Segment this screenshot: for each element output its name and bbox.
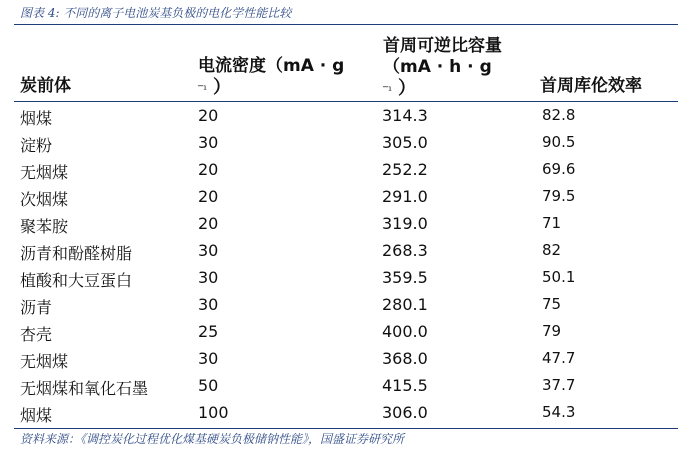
table-row: [0, 318, 693, 345]
cell-current-density: 20: [198, 187, 219, 206]
cell-precursor: 次烟煤: [20, 190, 69, 209]
cell-current-density: 30: [198, 268, 219, 287]
header-current-density-close: ）: [212, 77, 231, 98]
header-current-density-sup: ‾¹: [198, 85, 208, 96]
cell-current-density: 30: [198, 133, 219, 152]
cell-current-density: 50: [198, 376, 219, 395]
cell-efficiency: 79.5: [542, 187, 576, 205]
cell-capacity: 400.0: [382, 322, 428, 341]
cell-efficiency: 37.7: [542, 376, 576, 394]
figure-caption: 图表 4: 不同的离子电池炭基负极的电化学性能比较: [20, 6, 292, 20]
table-row: [0, 156, 693, 183]
cell-precursor: 聚苯胺: [20, 217, 69, 236]
cell-precursor: 淀粉: [20, 136, 53, 155]
table-row: [0, 210, 693, 237]
cell-capacity: 359.5: [382, 268, 428, 287]
table-row: [0, 399, 693, 426]
cell-precursor: 无烟煤: [20, 352, 69, 371]
cell-precursor: 烟煤: [20, 406, 53, 425]
cell-current-density: 20: [198, 214, 219, 233]
header-capacity-close: ）: [397, 78, 416, 99]
cell-capacity: 252.2: [382, 160, 428, 179]
cell-precursor: 沥青和酚醛树脂: [20, 244, 133, 263]
table-row: [0, 345, 693, 372]
header-capacity-line1: 首周可逆比容量: [383, 36, 502, 56]
cell-precursor: 无烟煤和氧化石墨: [20, 379, 149, 398]
cell-capacity: 319.0: [382, 214, 428, 233]
cell-capacity: 280.1: [382, 295, 428, 314]
header-capacity-sup: ‾¹: [383, 86, 393, 97]
table-row: [0, 264, 693, 291]
cell-current-density: 20: [198, 106, 219, 125]
cell-capacity: 305.0: [382, 133, 428, 152]
cell-precursor: 杏壳: [20, 325, 53, 344]
table-row: [0, 183, 693, 210]
cell-current-density: 30: [198, 349, 219, 368]
cell-efficiency: 71: [542, 214, 562, 232]
header-coulombic-efficiency: 首周库伦效率: [540, 76, 642, 96]
cell-current-density: 30: [198, 295, 219, 314]
cell-efficiency: 47.7: [542, 349, 576, 367]
cell-current-density: 25: [198, 322, 219, 341]
cell-precursor: 无烟煤: [20, 163, 69, 182]
table-row: [0, 372, 693, 399]
table-row: [0, 291, 693, 318]
header-reversible-capacity: [383, 36, 543, 102]
cell-efficiency: 50.1: [542, 268, 576, 286]
cell-precursor: 烟煤: [20, 109, 53, 128]
cell-efficiency: 75: [542, 295, 562, 313]
cell-capacity: 268.3: [382, 241, 428, 260]
cell-capacity: 306.0: [382, 403, 428, 422]
cell-efficiency: 79: [542, 322, 562, 340]
cell-capacity: 415.5: [382, 376, 428, 395]
header-current-density-main: 电流密度（mA · g: [198, 56, 345, 76]
cell-efficiency: 90.5: [542, 133, 576, 151]
top-rule: [14, 24, 678, 25]
cell-efficiency: 69.6: [542, 160, 576, 178]
cell-capacity: 314.3: [382, 106, 428, 125]
bottom-rule: [14, 428, 678, 429]
cell-efficiency: 54.3: [542, 403, 576, 421]
header-current-density: [198, 56, 373, 101]
cell-precursor: 植酸和大豆蛋白: [20, 271, 133, 290]
table-row: [0, 237, 693, 264]
cell-current-density: 30: [198, 241, 219, 260]
cell-current-density: 20: [198, 160, 219, 179]
cell-capacity: 368.0: [382, 349, 428, 368]
table-row: [0, 102, 693, 129]
cell-current-density: 100: [198, 403, 229, 422]
cell-precursor: 沥青: [20, 298, 53, 317]
cell-capacity: 291.0: [382, 187, 428, 206]
source-note: 资料来源：《调控炭化过程优化煤基硬炭负极储钠性能》，国盛证券研究所: [20, 432, 405, 446]
cell-efficiency: 82: [542, 241, 562, 259]
header-capacity-main: （mA · h · g: [383, 57, 492, 77]
cell-efficiency: 82.8: [542, 106, 576, 124]
header-precursor: 炭前体: [20, 76, 71, 96]
table-row: [0, 129, 693, 156]
